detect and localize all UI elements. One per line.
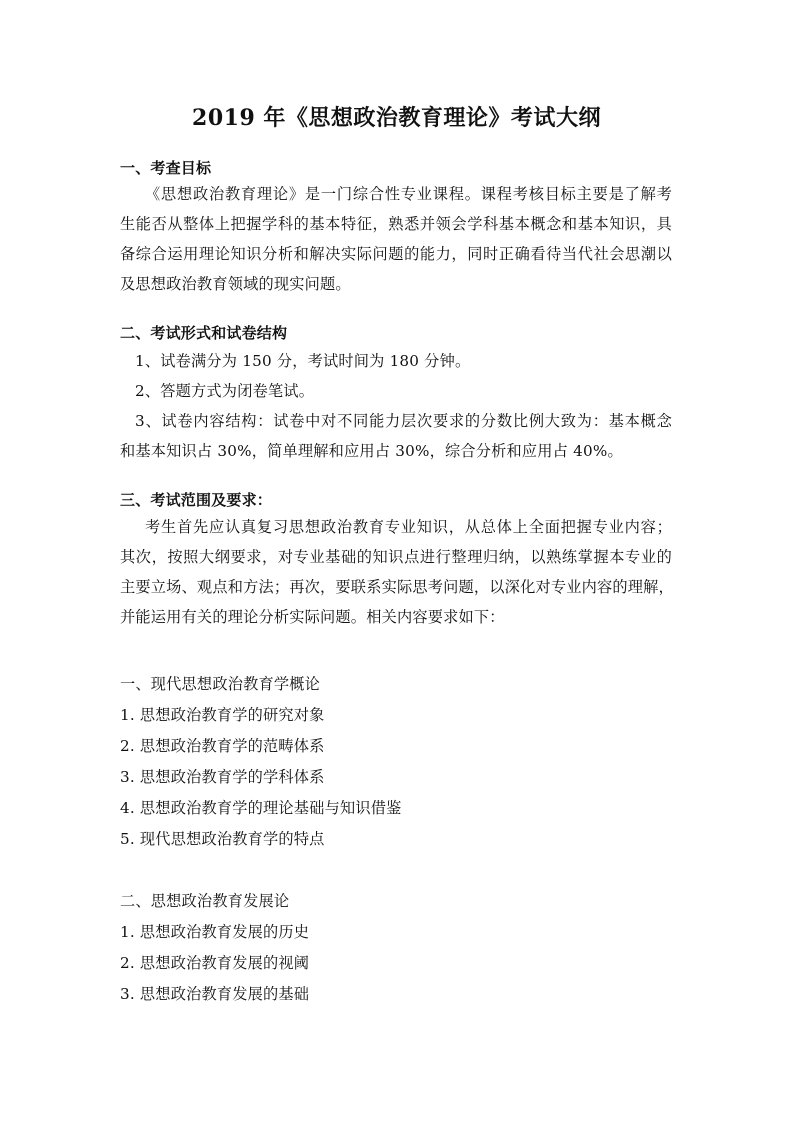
list-item: 4. 思想政治教育学的理论基础与知识借鉴 <box>120 799 402 817</box>
paragraph-line: 1、试卷满分为 150 分，考试时间为 180 分钟。 <box>135 352 471 370</box>
part-heading-development-theory: 二、思想政治教育发展论 <box>120 892 290 910</box>
paragraph-line: 主要立场、观点和方法；再次，要联系实际思考问题，以深化对专业内容的理解， <box>120 578 674 596</box>
list-item: 2. 思想政治教育发展的视阈 <box>120 954 310 972</box>
paragraph-line: 其次，按照大纲要求，对专业基础的知识点进行整理归纳，以熟练掌握本专业的 <box>120 548 672 566</box>
paragraph-line: 2、答题方式为闭卷笔试。 <box>135 382 315 400</box>
section-heading-exam-scope: 三、考试范围及要求： <box>120 491 273 509</box>
section-heading-exam-format: 二、考试形式和试卷结构 <box>120 324 288 342</box>
paragraph-line: 生能否从整体上把握学科的基本特征，熟悉并领会学科基本概念和基本知识，具 <box>120 215 672 233</box>
paragraph-line: 备综合运用理论知识分析和解决实际问题的能力，同时正确看待当代社会思潮以 <box>120 245 672 263</box>
paragraph-line: 及思想政治教育领域的现实问题。 <box>120 275 351 293</box>
paragraph-line: 和基本知识占 30%，简单理解和应用占 30%，综合分析和应用占 40%。 <box>120 442 623 460</box>
list-item: 1. 思想政治教育发展的历史 <box>120 923 310 941</box>
list-item: 5. 现代思想政治教育学的特点 <box>120 830 325 848</box>
paragraph-line: 考生首先应认真复习思想政治教育专业知识，从总体上全面把握专业内容； <box>145 518 672 536</box>
list-item: 2. 思想政治教育学的范畴体系 <box>120 737 325 755</box>
list-item: 1. 思想政治教育学的研究对象 <box>120 706 325 724</box>
paragraph-line: 并能运用有关的理论分析实际问题。相关内容要求如下： <box>120 608 505 626</box>
section-heading-objectives: 一、考查目标 <box>120 159 212 177</box>
document-title: 2019 年《思想政治教育理论》考试大纲 <box>192 105 601 131</box>
list-item: 3. 思想政治教育学的学科体系 <box>120 768 325 786</box>
paragraph-line: 《思想政治教育理论》是一门综合性专业课程。课程考核目标主要是了解考 <box>145 185 672 203</box>
part-heading-modern-theory: 一、现代思想政治教育学概论 <box>120 675 321 693</box>
paragraph-line: 3、试卷内容结构：试卷中对不同能力层次要求的分数比例大致为：基本概念 <box>135 412 672 430</box>
list-item: 3. 思想政治教育发展的基础 <box>120 985 310 1003</box>
